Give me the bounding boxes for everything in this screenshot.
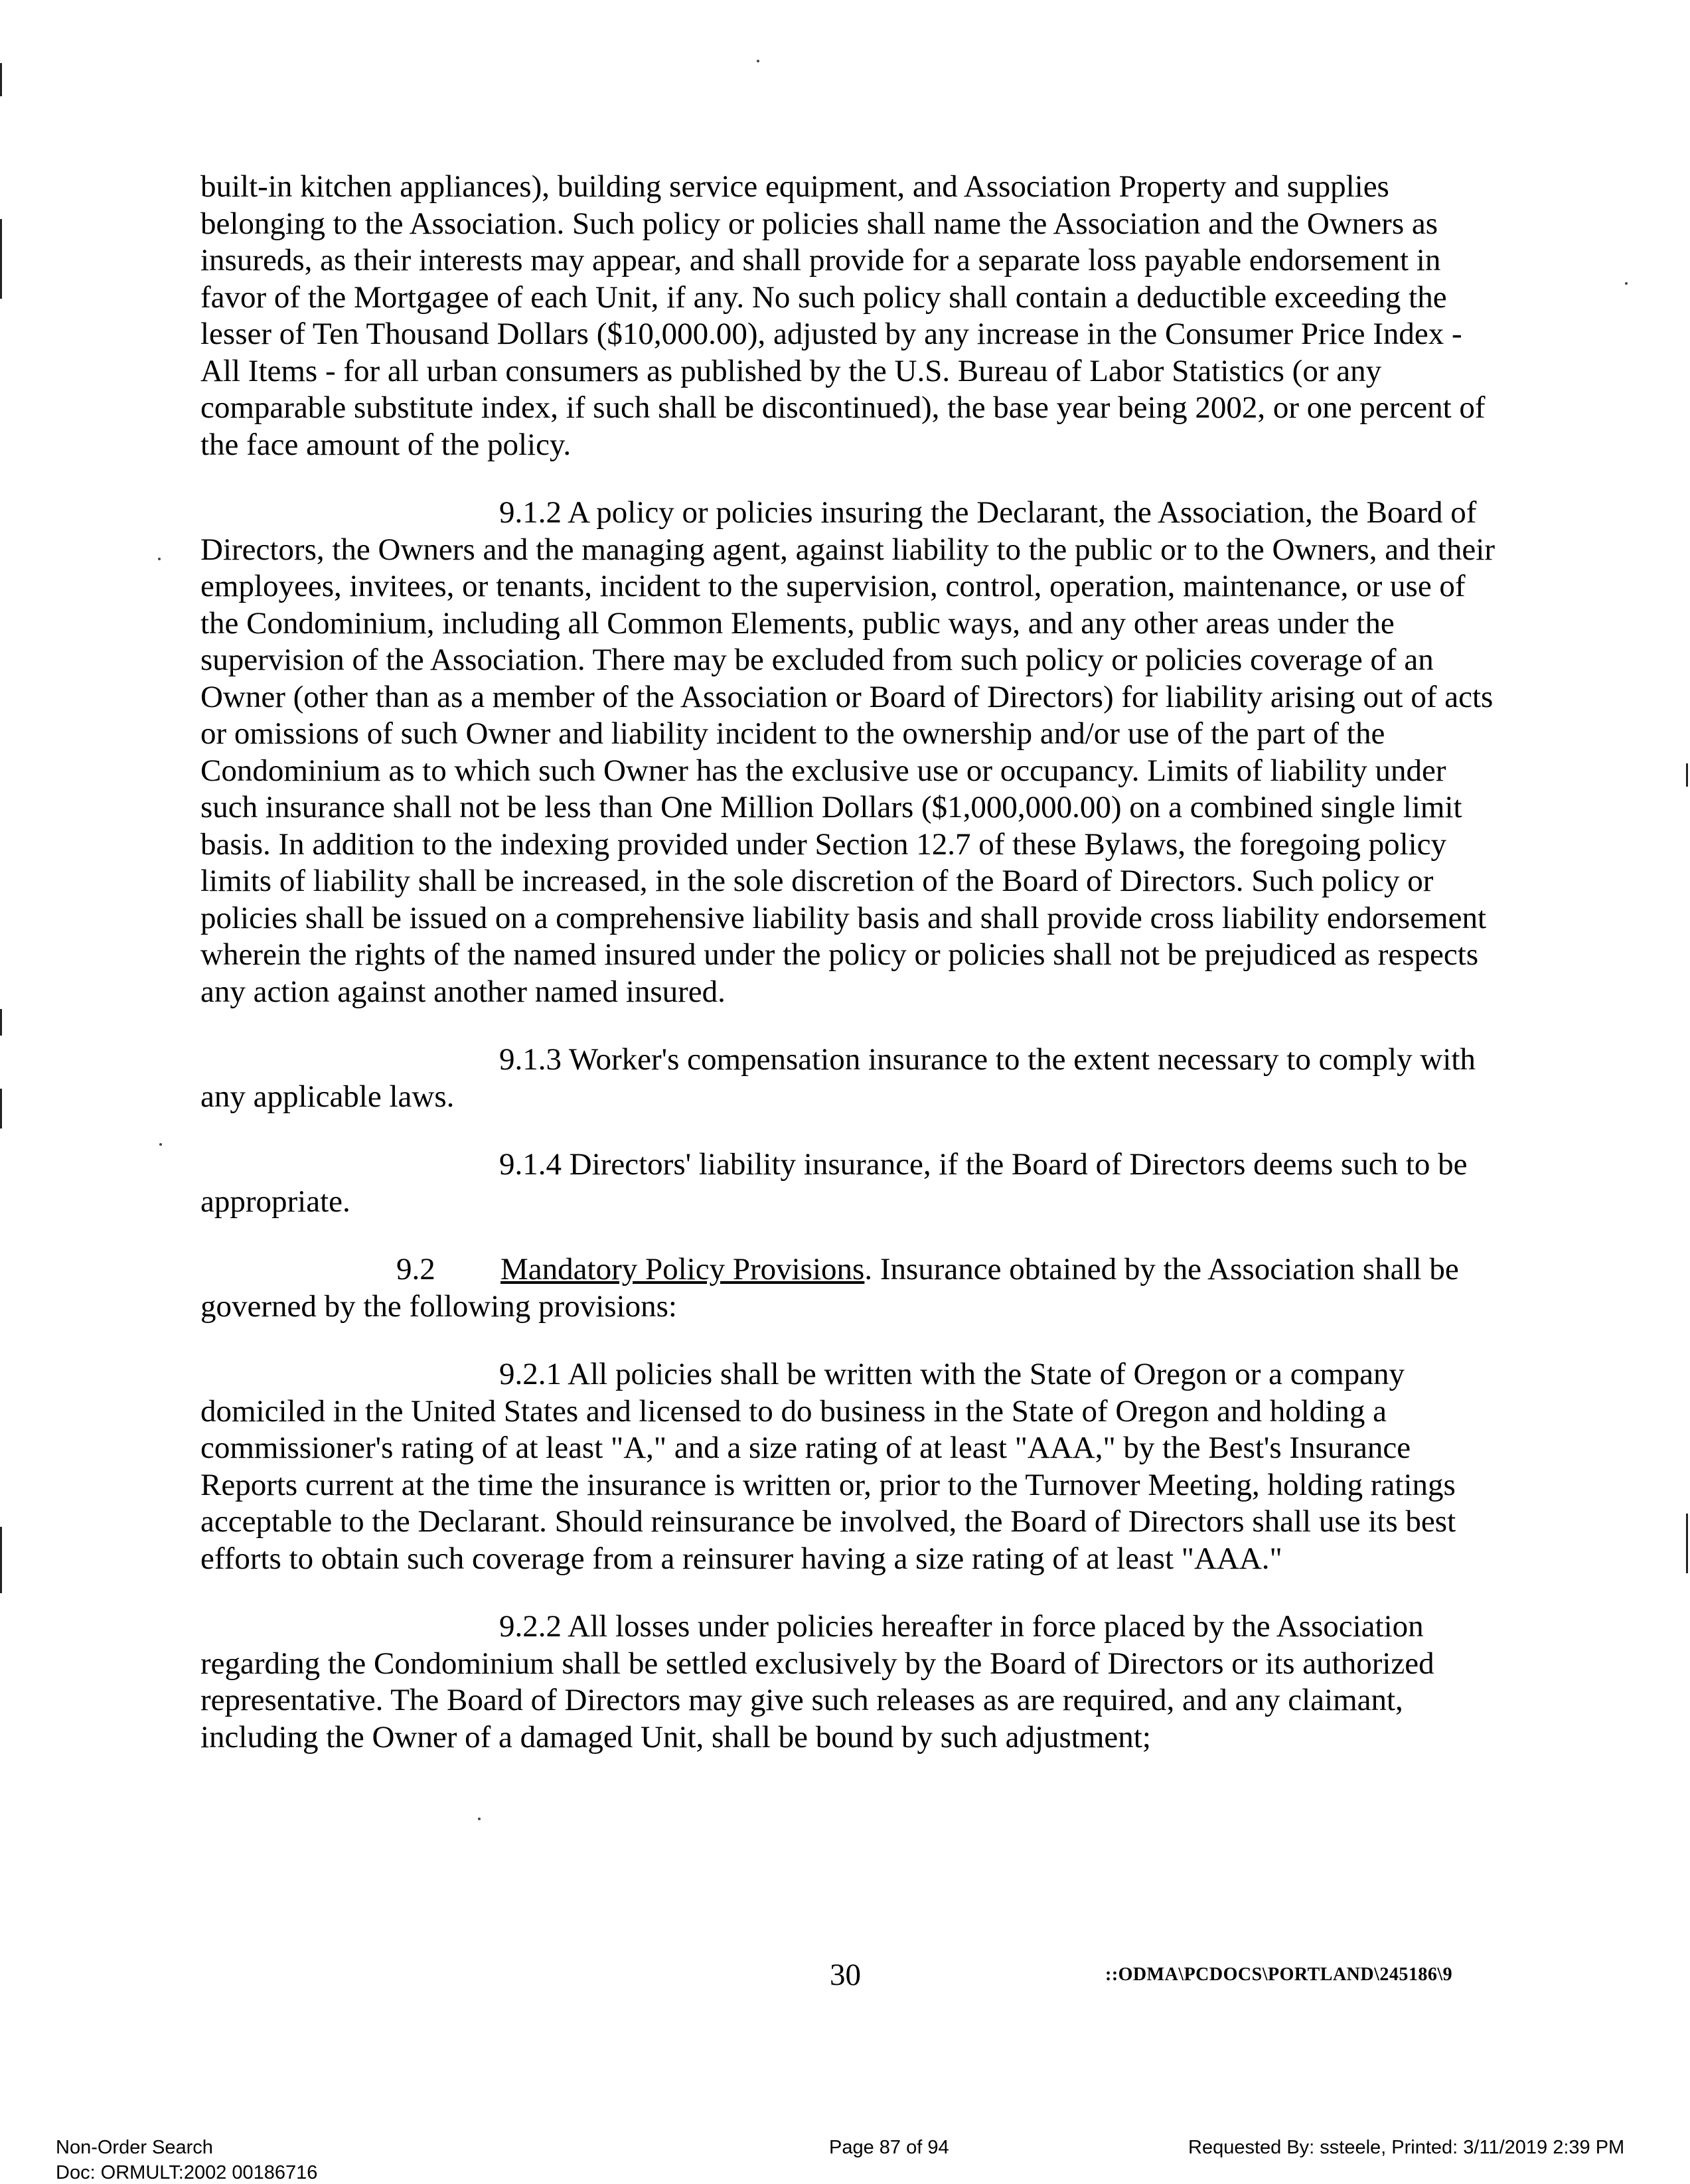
scan-speck <box>757 60 759 62</box>
paragraph-9-1-3: 9.1.3 Worker's compensation insurance to the extent necessary to comply with any applicable laws. <box>200 1042 1476 1114</box>
paragraph-9-2 <box>200 1251 1501 1325</box>
page-number: 30 <box>830 1958 861 1992</box>
section-heading: Mandatory Policy Provisions <box>500 1252 865 1287</box>
scan-edge-mark <box>0 1009 2 1036</box>
document-id-label: Doc: ORMULT:2002 00186716 <box>56 2162 318 2183</box>
section-number: 9.2 <box>396 1252 435 1287</box>
scan-speck <box>159 1143 162 1146</box>
paragraph-continuation: built-in kitchen appliances), building service equipment, and Association Property and supplies belonging to the Association. Such policy or policies shall name the Association and the Owners as insureds, as their interests may appear, and shall provide for a separate loss payable endorsement in favor of the Mortgagee of each Unit, if any. No such policy shall contain a deductible exceeding the lesser of Ten Thousand Dollars ($10,000.00), adjusted by any increase in the Consumer Price Index - All Items - for all urban consumers as published by the U.S. Bureau of Labor Statistics (or any comparable substitute index, if such shall be discontinued), the base year being 2002, or one percent of the face amount of the policy. <box>200 169 1486 462</box>
scan-edge-mark <box>1686 763 1688 787</box>
requested-by-label: Requested By: ssteele, Printed: 3/11/2019 2:39 PM <box>1188 2137 1625 2158</box>
scan-speck <box>158 558 161 560</box>
search-type-label: Non-Order Search <box>56 2137 213 2158</box>
scan-edge-mark <box>1686 1514 1688 1573</box>
page-count-label: Page 87 of 94 <box>829 2137 949 2158</box>
scan-speck <box>478 1818 481 1820</box>
scan-speck <box>1625 282 1628 285</box>
scan-edge-mark <box>0 63 2 96</box>
paragraph-9-1-4: 9.1.4 Directors' liability insurance, if the Board of Directors deems such to be appropriate. <box>200 1147 1468 1219</box>
document-body <box>200 169 1501 1787</box>
scan-edge-mark <box>0 219 2 299</box>
paragraph-9-1-2: 9.1.2 A policy or policies insuring the Declarant, the Association, the Board of Directors, the Owners and the managing agent, against liability to the public or to the Owners, and their employees, invitees, or tenants, incident to the supervision, control, operation, maintenance, or use of the Condominium, including all Common Elements, public ways, and any other areas under the supervision of the Association. There may be excluded from such policy or policies coverage of an Owner (other than as a member of the Association or Board of Directors) for liability arising out of acts or omissions of such Owner and liability incident to the ownership and/or use of the part of the Condominium as to which such Owner has the exclusive use or occupancy. Limits of liability under such insurance shall not be less than One Million Dollars ($1,000,000.00) on a combined single limit basis. In addition to the indexing provided under Section 12.7 of these Bylaws, the foregoing policy limits of liability shall be increased, in the sole discretion of the Board of Directors. Such policy or policies shall be issued on a comprehensive liability basis and shall provide cross liability endorsement wherein the rights of the named insured under the policy or policies shall not be prejudiced as respects any action against another named insured. <box>200 495 1495 1009</box>
paragraph-9-2-1: 9.2.1 All policies shall be written with the State of Oregon or a company domiciled in the United States and licensed to do business in the State of Oregon and holding a commissioner's rating of at least "A," and a size rating of at least "AAA," by the Best's Insurance Reports current at the time the insurance is written or, prior to the Turnover Meeting, holding ratings acceptable to the Declarant. Should reinsurance be involved, the Board of Directors shall use its best efforts to obtain such coverage from a reinsurer having a size rating of at least "AAA." <box>200 1357 1456 1576</box>
section-text: . Insurance obtained by the Association shall be governed by the following provisions: <box>200 1252 1459 1324</box>
paragraph-9-2-2: 9.2.2 All losses under policies hereafter in force placed by the Association regarding the Condominium shall be settled exclusively by the Board of Directors or its authorized representative. The Board of Directors may give such releases as are required, and any claimant, including the Owner of a damaged Unit, shall be bound by such adjustment; <box>200 1609 1434 1755</box>
scan-edge-mark <box>0 1527 2 1593</box>
document-reference: ::ODMA\PCDOCS\PORTLAND\245186\9 <box>1105 1964 1453 1985</box>
scan-edge-mark <box>0 1089 2 1129</box>
